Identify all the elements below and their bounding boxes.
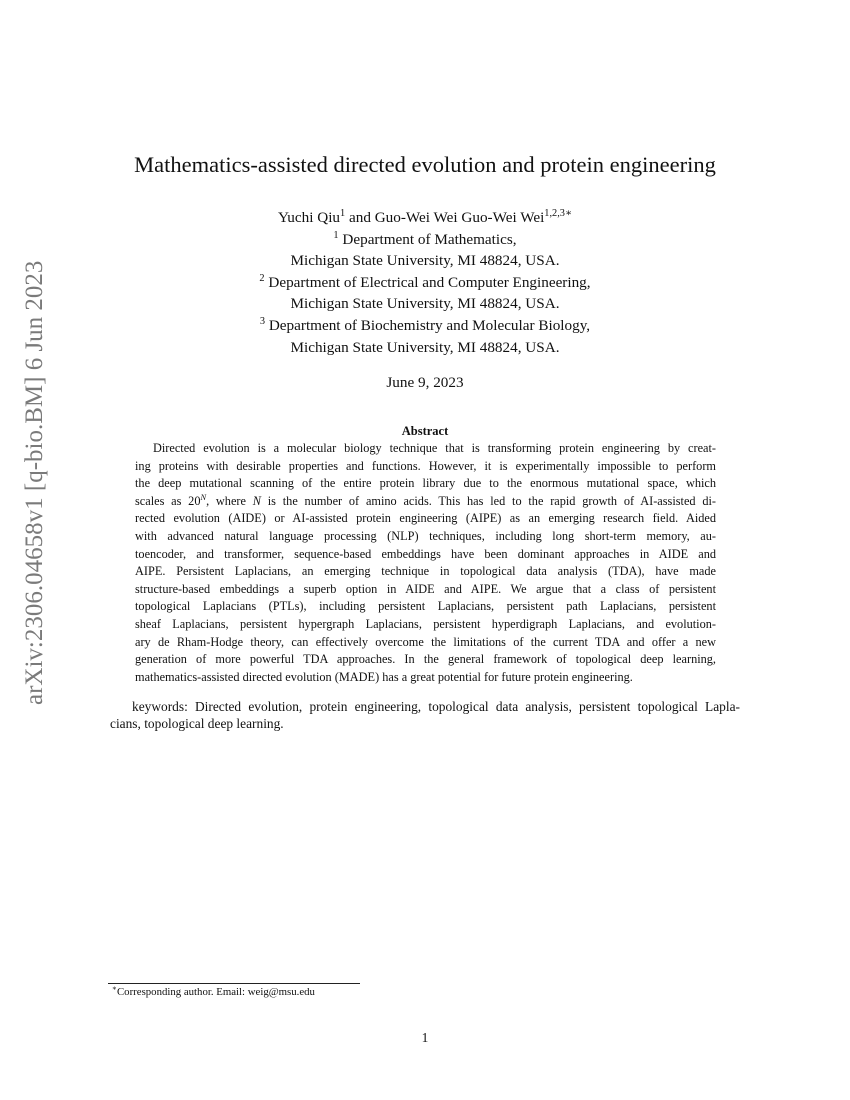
arxiv-side-stamp: arXiv:2306.04658v1 [q-bio.BM] 6 Jun 2023 [21,260,48,705]
text: scales as 20 [135,493,201,508]
aff-sup: 1 [333,229,339,241]
aff-line: Michigan State University, MI 48824, USA. [290,338,560,356]
abstract-line: rected evolution (AIDE) or AI-assisted protein engineering (AIPE) as an emerging research field. Aided [135,511,716,526]
author-name: and Guo-Wei Wei Guo-Wei Wei [345,209,545,226]
footnote [112,983,315,999]
page-number: 1 [421,1030,429,1045]
abstract-line: mathematics-assisted directed evolution (MADE) has a great potential for future protein engineering. [135,669,633,684]
aff-line: Michigan State University, MI 48824, USA. [290,252,560,270]
affiliation-3 [0,315,850,337]
abstract-line: with advanced natural language processing (NLP) techniques, including long short-term memory, au- [135,528,716,543]
abstract-line: the deep mutational scanning of the entire protein library due to the enormous mutational space, which [135,476,716,491]
abstract-line: topological Laplacians (PTLs), including persistent Laplacians, persistent path Laplacians, persistent [135,599,716,614]
author-line [0,207,850,229]
paper-title: Mathematics-assisted directed evolution and protein engineering [134,152,716,177]
text: , where [206,493,253,508]
aff-line: Department of Mathematics, [338,230,517,248]
abstract-heading: Abstract [401,424,449,438]
aff-sup: 3 [259,315,266,327]
author-name: Yuchi Qiu [278,209,341,226]
author-block [0,207,850,358]
abstract-line: generation of more powerful TDA approaches. In the general framework of topological deep learning, [135,652,716,667]
date: June 9, 2023 [386,374,464,391]
abstract-line: ary de Rham-Hodge theory, can effectively overcome the limitations of the current TDA and offer a new [135,634,716,649]
abstract-line: AIPE. Persistent Laplacians, an emerging technique in topological data analysis (TDA), have made [135,564,716,579]
footnote-rule [108,983,360,984]
abstract-line: Directed evolution is a molecular biology technique that is transforming protein engineering by creat- [153,441,716,455]
abstract-line: sheaf Laplacians, persistent hypergraph Laplacians, persistent hyperdigraph Laplacians, and evolution- [135,616,716,631]
affiliation-1 [0,229,850,251]
footnote-text: Corresponding author. Email: weig@msu.edu [116,986,315,998]
aff-line: Department of Biochemistry and Molecular Biology, [265,316,591,334]
author-sup: 1 [340,207,346,219]
aff-sup: 2 [259,272,265,284]
math-var: N [252,493,261,508]
abstract-line: ing proteins with desirable properties and functions. However, it is experimentally impossible to perform [135,458,716,473]
keywords [110,698,740,732]
keywords-line: keywords: Directed evolution, protein engineering, topological data analysis, persistent topological Lapla- [132,699,740,714]
keywords-line: cians, topological deep learning. [110,716,284,731]
aff-line: Department of Electrical and Computer Engineering, [264,273,591,291]
affiliation-2 [0,272,850,294]
text: is the number of amino acids. This has led to the rapid growth of AI-assisted di- [260,493,716,508]
aff-line: Michigan State University, MI 48824, USA. [290,295,560,313]
abstract-line: structure-based embeddings a superb option in AIDE and AIPE. We argue that a class of persistent [135,581,716,596]
author-sup: 1,2,3∗ [544,207,572,219]
footnote-mark: ∗ [112,983,117,993]
abstract-body [135,440,716,686]
abstract-line: toencoder, and transformer, sequence-based embeddings have been dominant approaches in AIDE and [135,546,716,561]
abstract-line [135,493,716,511]
exponent: N [200,492,207,502]
